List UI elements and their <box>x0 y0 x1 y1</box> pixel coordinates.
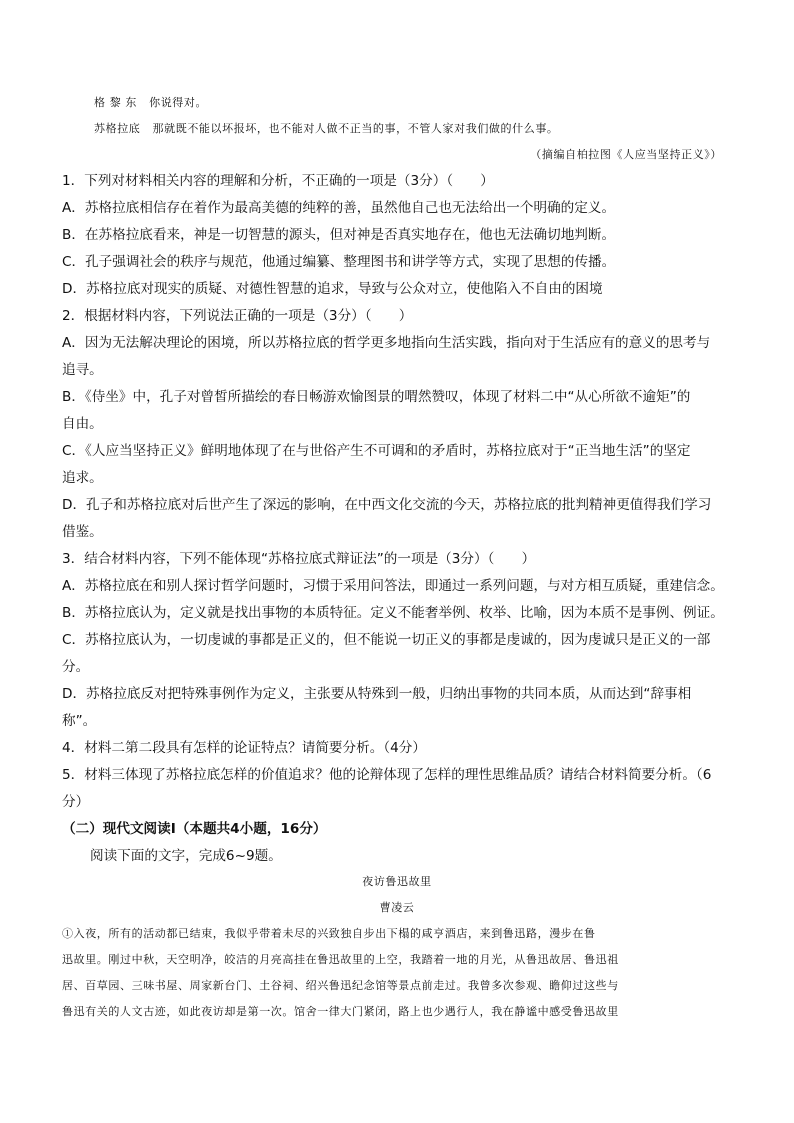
q2-option-d-cont: 借鉴。 <box>62 524 103 540</box>
q2-option-a-cont: 追寻。 <box>62 362 103 378</box>
source-note: （摘编自柏拉图《人应当坚持正义》） <box>530 148 722 161</box>
q3-option-d: D．苏格拉底反对把特殊事例作为定义，主张要从特殊到一般，归纳出事物的共同本质，从而达到“辞事相 <box>62 686 692 702</box>
q3-option-c: C．苏格拉底认为，一切虔诚的事都是正义的，但不能说一切正义的事都是虔诚的，因为虔诚只是正义的一部 <box>62 632 711 648</box>
article-line-2: 迅故里。刚过中秋，天空明净，皎洁的月亮高挂在鲁迅故里的上空，我踏着一地的月光，从鲁迅故居、鲁迅祖 <box>62 953 619 966</box>
q2-option-c: C．《人应当坚持正义》鲜明地体现了在与世俗产生不可调和的矛盾时，苏格拉底对于“正当地生活”的坚定 <box>62 443 691 459</box>
q2-option-c-cont: 追求。 <box>62 470 103 486</box>
q3-option-b: B．苏格拉底认为，定义就是找出事物的本质特征。定义不能奢举例、枚举、比喻，因为本质不是事例、例证。 <box>62 605 724 621</box>
question-3-stem: 3．结合材料内容，下列不能体现“苏格拉底式辩证法”的一项是（3分）（ ） <box>62 551 536 567</box>
question-5: 5．材料三体现了苏格拉底怎样的价值追求？他的论辩体现了怎样的理性思维品质？请结合材料简要分析。（6 <box>62 767 712 783</box>
dialogue-text: 那就既不能以坏报坏，也不能对人做不正当的事，不管人家对我们做的什么事。 <box>152 122 559 135</box>
dialogue-line-1 <box>94 94 207 112</box>
q2-option-b: B．《侍坐》中，孔子对曾皙所描绘的春日畅游欢愉图景的喟然赞叹，体现了材料二中“从心所欲不逾矩”的 <box>62 389 691 405</box>
article-line-1: ①入夜，所有的活动都已结束，我似乎带着未尽的兴致独自步出下榻的咸亨酒店，来到鲁迅路，漫步在鲁 <box>62 927 596 940</box>
q2-option-d: D．孔子和苏格拉底对后世产生了深远的影响，在中西文化交流的今天，苏格拉底的批判精神更值得我们学习 <box>62 497 712 513</box>
q2-option-b-cont: 自由。 <box>62 416 103 432</box>
dialogue-line-2 <box>94 120 559 138</box>
q1-option-b: B．在苏格拉底看来，神是一切智慧的源头，但对神是否真实地存在，他也无法确切地判断。 <box>62 227 616 243</box>
dialogue-text: 你说得对。 <box>149 96 208 109</box>
q1-option-c: C．孔子强调社会的秩序与规范，他通过编纂、整理图书和讲学等方式，实现了思想的传播。 <box>62 254 616 270</box>
question-5-cont: 分） <box>62 794 90 810</box>
question-1-stem: 1．下列对材料相关内容的理解和分析，不正确的一项是（3分）（ ） <box>62 173 494 189</box>
q3-option-a: A．苏格拉底在和别人探讨哲学问题时，习惯于采用问答法，即通过一系列问题，与对方相互质疑，重建信念。 <box>62 578 724 594</box>
question-2-stem: 2．根据材料内容，下列说法正确的一项是（3分）（ ） <box>62 308 413 324</box>
section-title: （二）现代文阅读Ⅰ（本题共4小题，16分） <box>62 821 327 837</box>
question-4: 4．材料二第二段具有怎样的论证特点？请简要分析。（4分） <box>62 740 426 756</box>
q1-option-d: D．苏格拉底对现实的质疑、对德性智慧的追求，导致与公众对立，使他陷入不自由的困境 <box>62 281 603 297</box>
q2-option-a: A．因为无法解决理论的困境，所以苏格拉底的哲学更多地指向生活实践，指向对于生活应有的意义的思考与 <box>62 335 711 351</box>
speaker-name: 苏格拉底 <box>94 122 141 135</box>
q3-option-c-cont: 分。 <box>62 659 90 675</box>
speaker-name: 格 黎 东 <box>94 96 137 109</box>
reading-instruction: 阅读下面的文字，完成6~9题。 <box>90 848 282 864</box>
q1-option-a: A．苏格拉底相信存在着作为最高美德的纯粹的善，虽然他自己也无法给出一个明确的定义。 <box>62 200 616 216</box>
article-line-4: 鲁迅有关的人文古迹，如此夜访却是第一次。馆舍一律大门紧闭，路上也少遇行人，我在静谧中感受鲁迅故里 <box>62 1005 619 1018</box>
article-title: 夜访鲁迅故里 <box>362 875 432 888</box>
q3-option-d-cont: 称”。 <box>62 713 97 729</box>
article-line-3: 居、百草园、三味书屋、周家新台门、土谷祠、绍兴鲁迅纪念馆等景点前走过。我曾多次参观、瞻仰过这些与 <box>62 979 619 992</box>
article-author: 曹凌云 <box>379 901 415 914</box>
